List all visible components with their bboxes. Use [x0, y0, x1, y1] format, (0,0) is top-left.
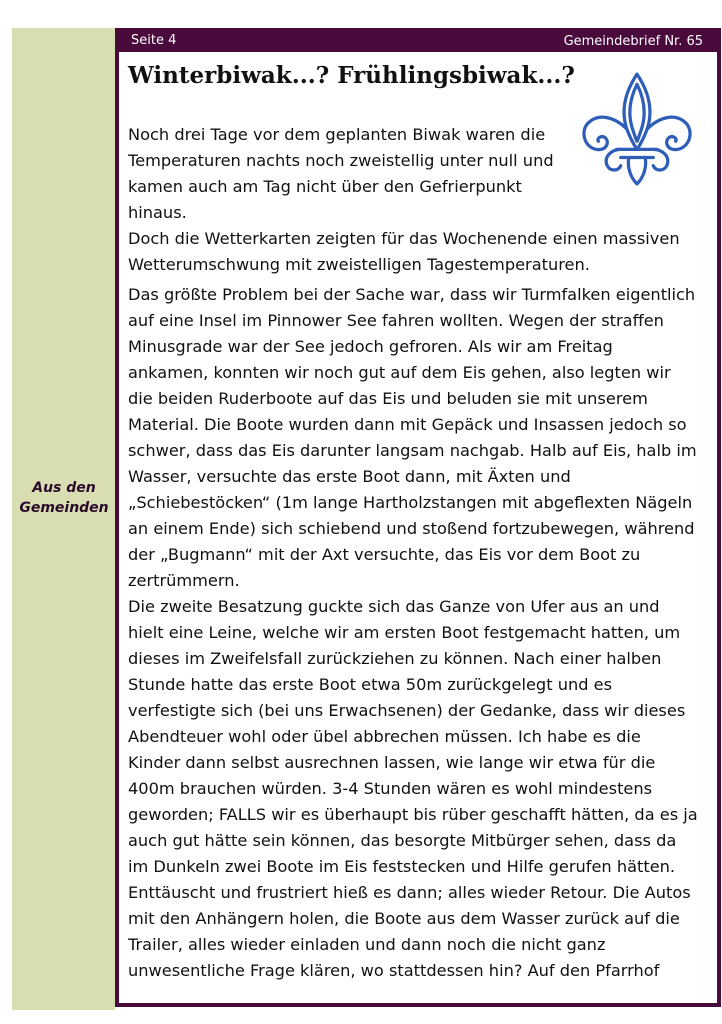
publication-title: Gemeindebrief Nr. 65: [563, 34, 703, 49]
article-body: [128, 122, 698, 984]
paragraph: Enttäuscht und frustriert hieß es dann; alles wieder Retour. Die Autos mit den Anhängern holen, die Boote aus dem Wasser zurück auf die Trailer, alles wieder einladen und dann noch die nicht ganz unwesentliche Frage klären, wo stattdessen hin? Auf den Pfarrhof: [128, 883, 691, 980]
paragraph: Doch die Wetterkarten zeigten für das Wochenende einen massiven Wetterumschwung mit zweistelligen Tagestemperaturen.: [128, 229, 680, 274]
paragraph: Die zweite Besatzung guckte sich das Ganze von Ufer aus an und hielt eine Leine, welche wir am ersten Boot festgemacht hatten, um dieses im Zweifelsfall zurückziehen zu können. Nach einer halben Stunde hatte das erste Boot etwa 50m zurückgelegt und es verfestigte sich (bei uns Erwachsenen) der Gedanke, dass wir dieses Abendteuer wohl oder übel abbrechen müssen. Ich habe es die Kinder dann selbst ausrechnen lassen, wie lange wir etwa für die 400m brauchen würden. 3-4 Stunden wären es wohl mindestens geworden; FALLS wir es überhaupt bis rüber geschafft hätten, da es ja auch gut hätte sein können, das besorgte Mitbürger sehen, dass da im Dunkeln zwei Boote im Eis feststecken und Hilfe gerufen hätten.: [128, 597, 698, 876]
paragraph: Das größte Problem bei der Sache war, dass wir Turmfalken eigentlich auf eine Insel im Pinnower See fahren wollten. Wegen der straffen Minusgrade war der See jedoch gefroren. Als wir am Freitag ankamen, konnten wir noch gut auf dem Eis gehen, also legten wir die beiden Ruderboote auf das Eis und beluden sie mit unserem Material. Die Boote wurden dann mit Gepäck und Insassen jedoch so schwer, dass das Eis darunter langsam nachgab. Halb auf Eis, halb im Wasser, versuchte das erste Boot dann, mit Äxten und „Schiebestöcken“ (1m lange Hartholzstangen mit abgeflexten Nägeln an einem Ende) sich schiebend und stoßend fortzubewegen, während der „Bugmann“ mit der Axt versuchte, das Eis vor dem Boot zu zertrümmern.: [128, 285, 697, 590]
page-number: Seite 4: [131, 33, 177, 48]
header-bar: [115, 28, 721, 52]
sidebar-band: [12, 28, 115, 1010]
section-label: Aus den Gemeinden: [19, 480, 109, 516]
article-title: Winterbiwak...? Frühlingsbiwak...?: [128, 62, 575, 89]
paragraph: Noch drei Tage vor dem geplanten Biwak waren die Temperaturen nachts noch zweistellig unter null und kamen auch am Tag nicht über den Gefrierpunkt hinaus.: [128, 125, 554, 222]
